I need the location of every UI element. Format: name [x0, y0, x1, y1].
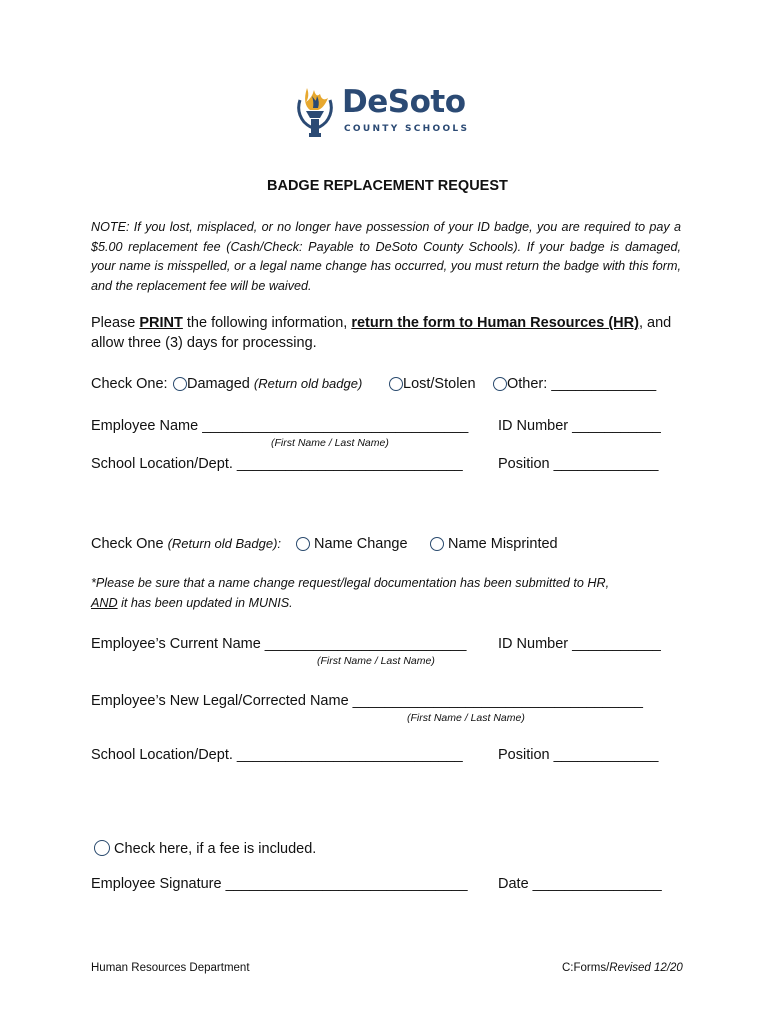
logo-name: DeSoto: [342, 84, 466, 120]
instructions-line2: allow three (3) days for processing.: [91, 335, 317, 351]
other-label: Other: _____________: [507, 376, 657, 392]
damaged-label: Damaged: [187, 376, 250, 392]
instructions-line1: [91, 315, 671, 331]
new-name-hint: (First Name / Last Name): [407, 712, 525, 724]
footer-right-revised: Revised 12/20: [609, 962, 683, 974]
torch-icon: [294, 82, 336, 140]
school-location-field[interactable]: School Location/Dept. ____________________________: [91, 456, 463, 472]
damaged-note: (Return old badge): [253, 376, 363, 391]
name-change-radio[interactable]: [296, 537, 310, 551]
logo-subtitle: COUNTY SCHOOLS: [344, 124, 470, 134]
school-location-2-field[interactable]: School Location/Dept. ____________________________: [91, 747, 463, 763]
fee-label: Check here, if a fee is included.: [114, 841, 317, 857]
lost-stolen-label: Lost/Stolen: [403, 376, 476, 392]
damaged-radio[interactable]: [173, 377, 187, 391]
fee-checkbox-row[interactable]: [94, 840, 316, 857]
employee-name-hint: (First Name / Last Name): [271, 437, 389, 449]
lost-stolen-radio[interactable]: [389, 377, 403, 391]
page-title: BADGE REPLACEMENT REQUEST: [267, 178, 508, 194]
notice-rest: it has been updated in MUNIS.: [117, 596, 293, 610]
instructions-return: return the form to Human Resources (HR): [351, 315, 639, 331]
employee-name-field[interactable]: Employee Name _________________________________: [91, 418, 469, 434]
option-damaged[interactable]: [173, 376, 362, 392]
option-name-misprinted[interactable]: [430, 536, 558, 552]
footer-right: [562, 962, 683, 974]
option-other[interactable]: [493, 376, 656, 392]
id-number-field[interactable]: ID Number ___________: [498, 418, 661, 434]
fee-radio[interactable]: [94, 840, 110, 856]
check-one-2-row: [91, 536, 281, 552]
check-one-label: Check One:: [91, 376, 168, 392]
check-one-row: [91, 376, 168, 392]
new-name-field[interactable]: Employee’s New Legal/Corrected Name ____________________________________: [91, 693, 643, 709]
instructions-print: PRINT: [139, 315, 183, 331]
other-radio[interactable]: [493, 377, 507, 391]
name-misprinted-label: Name Misprinted: [448, 536, 558, 552]
notice-line2: [91, 596, 293, 610]
date-field[interactable]: Date ________________: [498, 876, 662, 892]
option-name-change[interactable]: [296, 536, 408, 552]
current-name-field[interactable]: Employee’s Current Name _________________________: [91, 636, 467, 652]
option-lost-stolen[interactable]: [389, 376, 476, 392]
footer-right-prefix: C:Forms/: [562, 962, 610, 974]
notice-line1: *Please be sure that a name change request/legal documentation has been submitted to HR,: [91, 576, 610, 590]
current-name-hint: (First Name / Last Name): [317, 655, 435, 667]
name-change-label: Name Change: [314, 536, 408, 552]
position-field[interactable]: Position _____________: [498, 456, 659, 472]
instructions-suffix: , and: [638, 315, 672, 331]
id-number-2-field[interactable]: ID Number ___________: [498, 636, 661, 652]
notice-and: AND: [91, 596, 118, 610]
instructions-middle: the following information,: [182, 315, 352, 331]
position-2-field[interactable]: Position _____________: [498, 747, 659, 763]
name-misprinted-radio[interactable]: [430, 537, 444, 551]
signature-field[interactable]: Employee Signature ______________________________: [91, 876, 468, 892]
note-paragraph: NOTE: If you lost, misplaced, or no longer have possession of your ID badge, you are required to pay a $5.00 replacement fee (Cash/Check: Payable to DeSoto County Schools). If your badge is damaged, your name is misspelled, or a legal name change has occurred, you must return the badge with this form, and the replacement fee will be waived.: [91, 220, 681, 293]
footer-left: Human Resources Department: [91, 962, 250, 974]
check-one-2-label: Check One: [91, 536, 164, 552]
instructions-prefix: Please: [91, 315, 140, 331]
return-badge-note: (Return old Badge):: [167, 536, 282, 551]
